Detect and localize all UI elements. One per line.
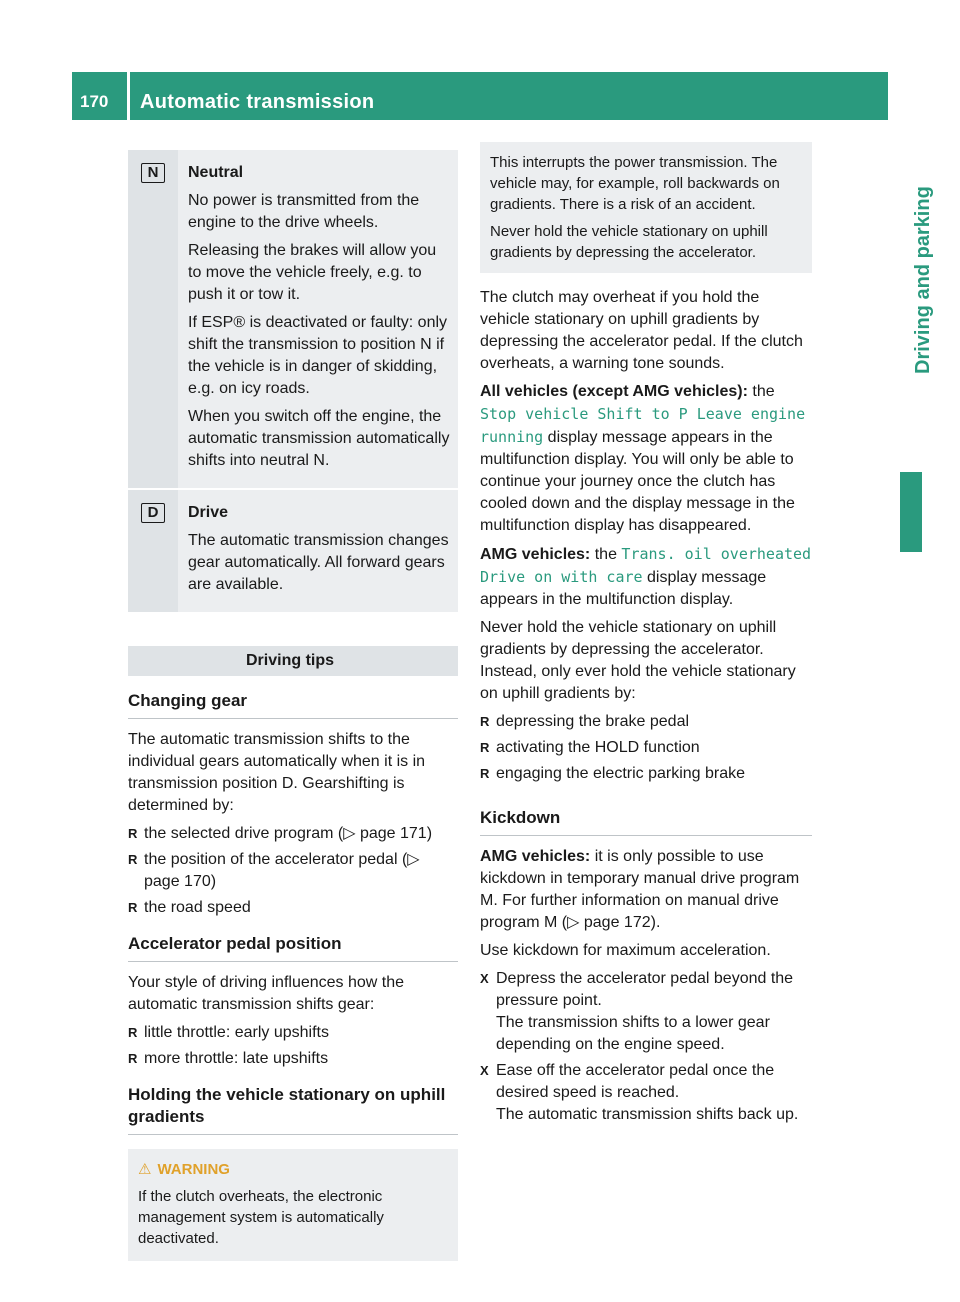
gear-text: When you switch off the engine, the automatic transmission automatically shifts into neutral N. (188, 408, 450, 469)
accelerator-intro: Your style of driving influences how the automatic transmission shifts gear: (128, 974, 405, 1013)
gear-title: Neutral (188, 164, 244, 181)
drive-gear-icon: D (141, 503, 165, 523)
chapter-sidebar (902, 120, 960, 460)
amg-vehicles-label: AMG vehicles: (480, 546, 591, 563)
list-item: R more throttle: late upshifts (128, 1048, 458, 1070)
display-message: Stop vehicle Shift to P Leave engine running (480, 405, 806, 446)
left-column (128, 150, 458, 1261)
display-message: Trans. oil overheated Drive on with care (480, 545, 812, 586)
amg-vehicles-label: AMG vehicles: (480, 848, 591, 865)
gear-text: Releasing the brakes will allow you to move the vehicle freely, e.g. to push it or tow it. (188, 242, 437, 303)
gear-text: The automatic transmission changes gear automatically. All forward gears are available. (188, 532, 449, 593)
all-vehicles-paragraph (480, 381, 812, 537)
gear-title: Drive (188, 504, 229, 521)
changing-gear-list (128, 823, 458, 919)
warning-title (138, 1159, 448, 1180)
text: display message appears in the multifunction display. You will only be able to continue your journey once the clutch has cooled down and the display message in the multifunction display has disappeared. (480, 429, 795, 534)
step-text: Depress the accelerator pedal beyond the pressure point. (496, 970, 794, 1009)
warning-text: If the clutch overheats, the electronic management system is automatically deactivated. (138, 1188, 384, 1247)
gear-row-neutral (128, 150, 458, 489)
gear-table (128, 150, 458, 612)
heading-changing-gear: Changing gear (128, 690, 458, 719)
kickdown-steps (480, 968, 812, 1126)
changing-gear-intro: The automatic transmission shifts to the individual gears automatically when it is in transmission position D. Gearshifting is determined by: (128, 731, 426, 814)
warning-triangle-icon: ⚠ (138, 1161, 152, 1178)
text: the (752, 383, 775, 400)
warning-cont-text: This interrupts the power transmission. The vehicle may, for example, roll backwards on gradients. There is a risk of an accident. (490, 154, 780, 213)
heading-accelerator: Accelerator pedal position (128, 933, 458, 962)
amg-vehicles-paragraph (480, 543, 812, 611)
hold-methods-list (480, 711, 812, 785)
step-result: The automatic transmission shifts back up. (496, 1106, 799, 1123)
list-item: R the selected drive program (▷ page 171) (128, 823, 458, 845)
page-number: 170 (80, 92, 109, 111)
list-item: R little throttle: early upshifts (128, 1022, 458, 1044)
list-item: R depressing the brake pedal (480, 711, 812, 733)
text: the (594, 546, 617, 563)
warning-continuation (480, 142, 812, 273)
kickdown-amg-paragraph (480, 846, 812, 934)
header-separator (127, 72, 130, 120)
chapter-label: Driving and parking (912, 186, 934, 374)
accelerator-list (128, 1022, 458, 1070)
gear-text: No power is transmitted from the engine to the drive wheels. (188, 192, 420, 231)
kickdown-use-text: Use kickdown for maximum acceleration. (480, 942, 771, 959)
clutch-overheat-text: The clutch may overheat if you hold the vehicle stationary on uphill gradients by depressing the accelerator pedal. If the clutch overheats, a warning tone sounds. (480, 289, 803, 372)
warning-cont-text: Never hold the vehicle stationary on uphill gradients by depressing the accelerator. (490, 223, 768, 261)
warning-box (128, 1149, 458, 1261)
step-item (480, 968, 812, 1056)
page-title: Automatic transmission (140, 91, 375, 113)
chapter-tab-marker (902, 472, 960, 552)
never-hold-text: Never hold the vehicle stationary on uphill gradients by depressing the accelerator. Instead, only ever hold the vehicle stationary on uphill gradients by: (480, 619, 796, 702)
list-item: R activating the HOLD function (480, 737, 812, 759)
step-item (480, 1060, 812, 1126)
text: it is only possible to use kickdown in temporary manual drive program M. For further information on manual drive program M (▷ page 172). (480, 848, 800, 931)
warning-label: WARNING (157, 1161, 230, 1178)
gear-text: If ESP® is deactivated or faulty: only shift the transmission to position N if the vehicle is in danger of skidding, e.g. on icy roads. (188, 314, 448, 397)
text: display message appears in the multifunction display. (480, 569, 767, 608)
gear-row-drive (128, 489, 458, 612)
right-column (480, 150, 812, 1130)
section-title-driving-tips: Driving tips (128, 646, 458, 676)
heading-holding: Holding the vehicle stationary on uphill gradients (128, 1084, 458, 1135)
heading-kickdown: Kickdown (480, 807, 812, 836)
list-item: R the road speed (128, 897, 458, 919)
all-vehicles-label: All vehicles (except AMG vehicles): (480, 383, 748, 400)
list-item: R the position of the accelerator pedal (▷ page 170) (128, 849, 458, 893)
neutral-gear-icon: N (141, 163, 165, 183)
step-result: The transmission shifts to a lower gear depending on the engine speed. (496, 1014, 770, 1053)
step-text: Ease off the accelerator pedal once the desired speed is reached. (496, 1062, 775, 1101)
list-item: R engaging the electric parking brake (480, 763, 812, 785)
page-header (72, 72, 888, 120)
